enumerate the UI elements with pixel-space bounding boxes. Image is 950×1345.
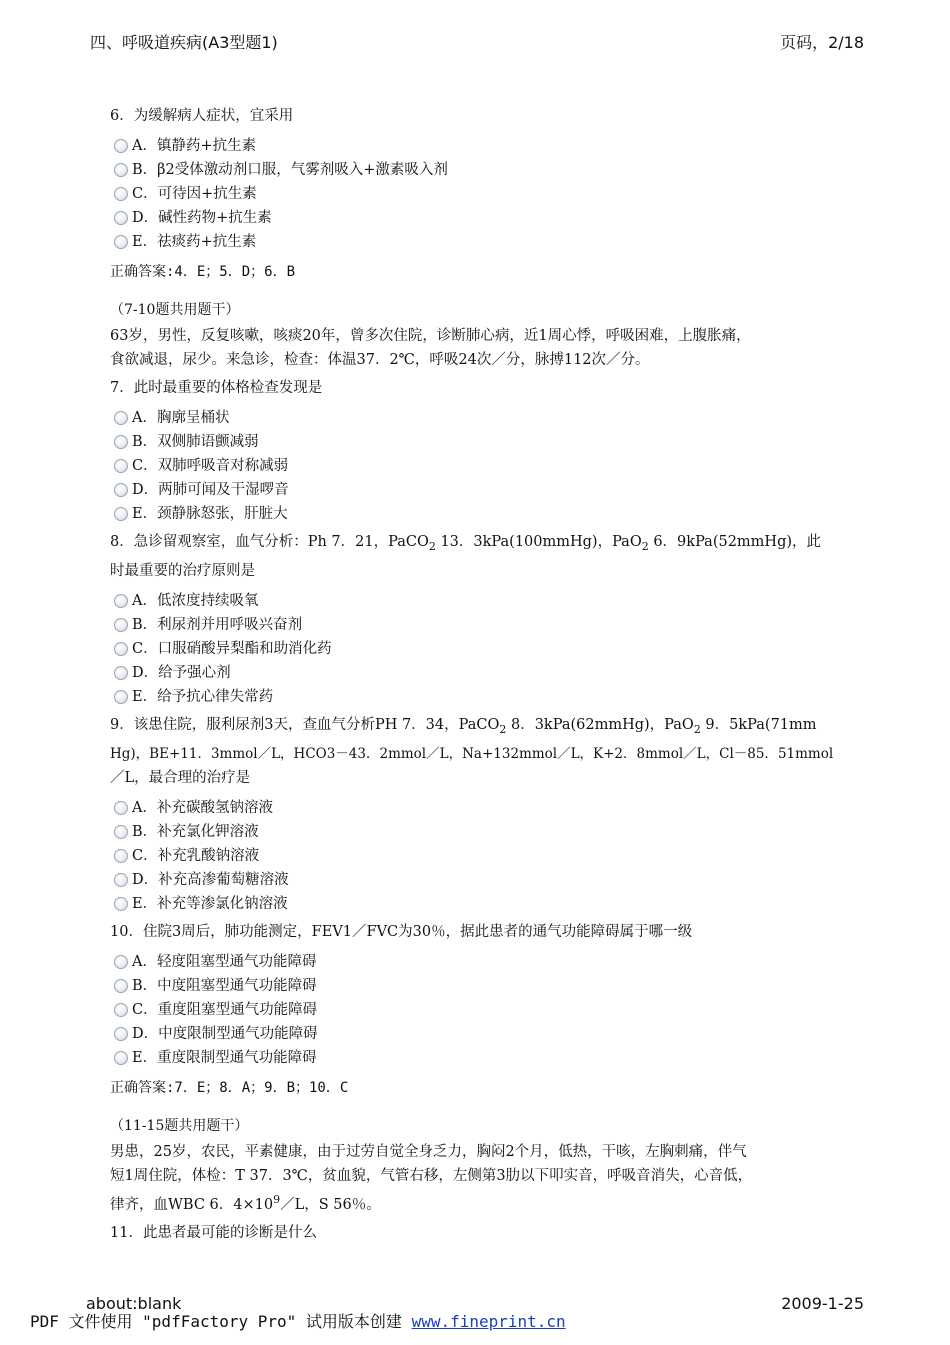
correct-answer: 正确答案:4．E；5．D；6．B: [110, 264, 296, 280]
text-fragment: ／L，S 56％。: [280, 1196, 381, 1213]
question-title: [110, 713, 850, 742]
question-title: 11．此患者最可能的诊断是什么: [110, 1224, 317, 1241]
radio-icon[interactable]: [114, 1003, 128, 1017]
question-11: [110, 1221, 850, 1245]
option-label: E．补充等渗氯化钠溶液: [132, 895, 288, 912]
radio-icon[interactable]: [114, 642, 128, 656]
option-label: C．双肺呼吸音对称减弱: [132, 458, 289, 474]
radio-icon[interactable]: [114, 435, 128, 449]
stem-line: 男患，25岁，农民，平素健康，由于过劳自觉全身乏力，胸闷2个月，低热，干咳，左胸刺痛，伴气: [110, 1143, 747, 1160]
question-8: [110, 530, 850, 709]
option-a[interactable]: [114, 950, 850, 974]
option-d[interactable]: [114, 206, 850, 230]
option-c[interactable]: [114, 454, 850, 478]
radio-icon[interactable]: [114, 618, 128, 632]
radio-icon[interactable]: [114, 459, 128, 473]
page-header-title: 四、呼吸道疾病(A3型题1): [90, 33, 278, 52]
document-body: [110, 100, 850, 1251]
option-label: A．补充碳酸氢钠溶液: [132, 799, 273, 816]
option-e[interactable]: [114, 502, 850, 526]
question-9: [110, 713, 850, 916]
option-label: E．重度限制型通气功能障碍: [132, 1049, 317, 1066]
question-title: 6．为缓解病人症状，宜采用: [110, 108, 294, 124]
option-label: C．重度阻塞型通气功能障碍: [132, 1001, 318, 1018]
option-label: A．低浓度持续吸氧: [132, 592, 259, 609]
radio-icon[interactable]: [114, 507, 128, 521]
stem-line: 食欲减退，尿少。来急诊，检查：体温37．2℃，呼吸24次／分，脉搏112次／分。: [110, 352, 650, 368]
question-title-cont: 时最重要的治疗原则是: [110, 562, 255, 579]
option-a[interactable]: [114, 796, 850, 820]
option-e[interactable]: [114, 892, 850, 916]
option-c[interactable]: [114, 998, 850, 1022]
option-b[interactable]: [114, 613, 850, 637]
option-d[interactable]: [114, 478, 850, 502]
correct-answer: 正确答案:7．E；8．A；9．B；10．C: [110, 1079, 349, 1096]
option-b[interactable]: [114, 430, 850, 454]
page-number: 页码，2/18: [780, 33, 864, 52]
radio-icon[interactable]: [114, 211, 128, 225]
option-label: C．可待因+抗生素: [132, 186, 257, 202]
radio-icon[interactable]: [114, 411, 128, 425]
radio-icon[interactable]: [114, 849, 128, 863]
stem-line: [110, 1188, 850, 1217]
subscript: 2: [499, 722, 507, 736]
question-7: [110, 376, 850, 526]
radio-icon[interactable]: [114, 873, 128, 887]
option-d[interactable]: [114, 661, 850, 685]
option-label: A．胸廓呈桶状: [132, 410, 230, 426]
radio-icon[interactable]: [114, 1027, 128, 1041]
option-e[interactable]: [114, 685, 850, 709]
text-fragment: 9．该患住院，服利尿剂3天，查血气分析PH 7．34，PaCO: [110, 716, 500, 733]
option-label: D．中度限制型通气功能障碍: [132, 1025, 318, 1042]
option-label: B．中度阻塞型通气功能障碍: [132, 977, 317, 994]
option-label: E．给予抗心律失常药: [132, 688, 274, 705]
pdf-watermark: [30, 1309, 566, 1332]
question-title-cont: ／L，最合理的治疗是: [110, 769, 251, 786]
radio-icon[interactable]: [114, 955, 128, 969]
question-title: [110, 530, 850, 559]
option-a[interactable]: [114, 134, 850, 158]
question-6: [110, 104, 850, 254]
radio-icon[interactable]: [114, 801, 128, 815]
stem-line: 短1周住院，体检：T 37．3℃，贫血貌，气管右移，左侧第3肋以下叩实音，呼吸音消失，心音低，: [110, 1167, 753, 1184]
text-fragment: 13．3kPa(100mmHg)，PaO: [435, 534, 642, 550]
text-fragment: 9．5kPa(71mm: [700, 716, 817, 733]
radio-icon[interactable]: [114, 187, 128, 201]
text-fragment: 6．9kPa(52mmHg)，此: [648, 534, 822, 550]
option-c[interactable]: [114, 844, 850, 868]
radio-icon[interactable]: [114, 594, 128, 608]
option-b[interactable]: [114, 158, 850, 182]
shared-stem-label: （7-10题共用题干）: [110, 302, 240, 318]
footer-url: about:blank: [86, 1294, 182, 1313]
footer-date: 2009-1-25: [781, 1294, 864, 1313]
option-label: D．补充高渗葡萄糖溶液: [132, 871, 289, 888]
option-label: B．双侧肺语颤减弱: [132, 434, 259, 450]
option-e[interactable]: [114, 230, 850, 254]
shared-stem: [110, 1140, 850, 1217]
option-label: B．利尿剂并用呼吸兴奋剂: [132, 616, 303, 633]
option-label: D．碱性药物+抗生素: [132, 210, 272, 226]
option-label: E．颈静脉怒张，肝脏大: [132, 506, 288, 522]
text-fragment: 8．急诊留观察室，血气分析：Ph 7．21，PaCO: [110, 534, 429, 550]
radio-icon[interactable]: [114, 1051, 128, 1065]
watermark-text: PDF 文件使用 "pdfFactory Pro" 试用版本创建: [30, 1312, 412, 1331]
question-10: [110, 920, 850, 1070]
shared-stem-label: （11-15题共用题干）: [110, 1117, 249, 1134]
option-label: D．两肺可闻及干湿啰音: [132, 482, 289, 498]
question-title-cont: Hg)，BE+11．3mmol／L，HCO3－43．2mmol／L，Na+132mmol／L，K+2．8mmol／L，Cl－85．51mmol: [110, 745, 834, 762]
option-label: B．β2受体激动剂口服，气雾剂吸入+激素吸入剂: [132, 162, 448, 178]
radio-icon[interactable]: [114, 483, 128, 497]
option-label: E．祛痰药+抗生素: [132, 234, 257, 250]
subscript: 2: [428, 539, 436, 553]
radio-icon[interactable]: [114, 139, 128, 153]
question-title: 10．住院3周后，肺功能测定，FEV1／FVC为30％，据此患者的通气功能障碍属于哪一级: [110, 923, 693, 940]
option-b[interactable]: [114, 820, 850, 844]
option-b[interactable]: [114, 974, 850, 998]
option-label: C．补充乳酸钠溶液: [132, 847, 260, 864]
option-label: C．口服硝酸异梨酯和助消化药: [132, 640, 332, 657]
text-fragment: 律齐，血WBC 6．4×10: [110, 1196, 274, 1213]
text-fragment: 8．3kPa(62mmHg)，PaO: [506, 716, 694, 733]
radio-icon[interactable]: [114, 979, 128, 993]
option-a[interactable]: [114, 589, 850, 613]
option-d[interactable]: [114, 868, 850, 892]
subscript: 2: [641, 539, 649, 553]
option-label: D．给予强心剂: [132, 664, 231, 681]
superscript: 9: [273, 1192, 281, 1206]
radio-icon[interactable]: [114, 825, 128, 839]
option-c[interactable]: [114, 637, 850, 661]
option-d[interactable]: [114, 1022, 850, 1046]
option-a[interactable]: [114, 406, 850, 430]
question-title: 7．此时最重要的体格检查发现是: [110, 380, 323, 396]
watermark-link[interactable]: www.fineprint.cn: [411, 1312, 566, 1331]
option-label: A．镇静药+抗生素: [132, 138, 257, 154]
option-label: B．补充氯化钾溶液: [132, 823, 259, 840]
option-c[interactable]: [114, 182, 850, 206]
radio-icon[interactable]: [114, 666, 128, 680]
stem-line: 63岁，男性，反复咳嗽，咳痰20年，曾多次住院，诊断肺心病，近1周心悸，呼吸困难，上腹胀痛，: [110, 328, 751, 344]
radio-icon[interactable]: [114, 897, 128, 911]
option-e[interactable]: [114, 1046, 850, 1070]
option-label: A．轻度阻塞型通气功能障碍: [132, 953, 317, 970]
subscript: 2: [693, 722, 701, 736]
radio-icon[interactable]: [114, 235, 128, 249]
shared-stem: [110, 324, 850, 372]
radio-icon[interactable]: [114, 163, 128, 177]
radio-icon[interactable]: [114, 690, 128, 704]
